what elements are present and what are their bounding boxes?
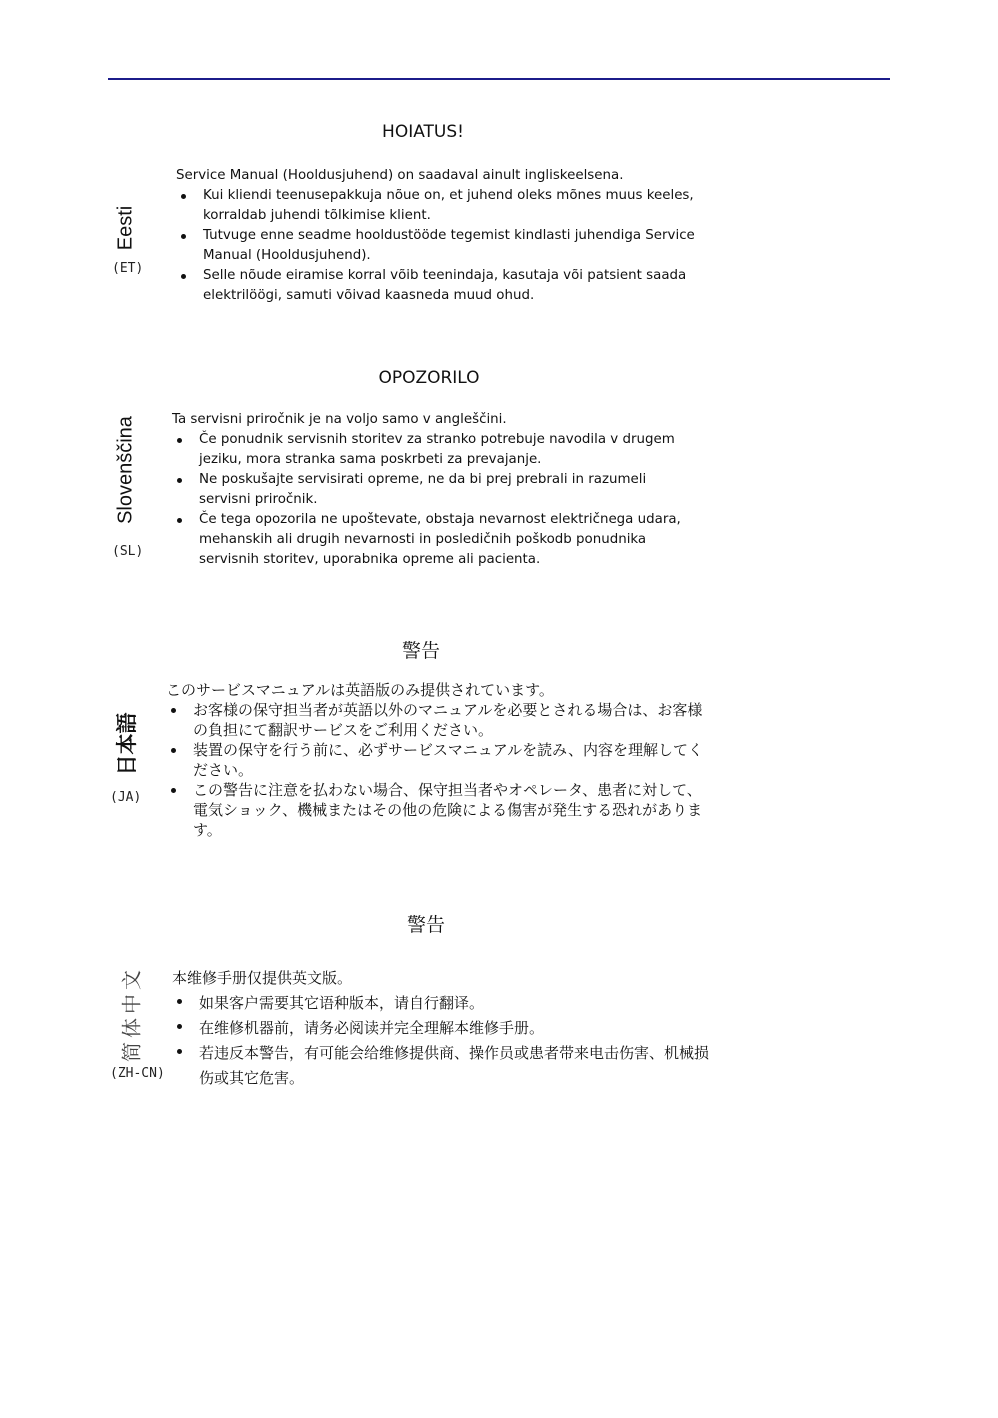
intro-text: 本维修手册仅提供英文版。 [172,969,353,987]
language-column [108,632,144,852]
warning-body [166,680,706,840]
intro-text: Service Manual (Hooldusjuhend) on saadaval ainult ingliskeelsena. [176,168,624,183]
header-rule [108,78,890,80]
section-title: 警告 [406,914,445,936]
language-code: (SL) [112,544,144,559]
list-item: 装置の保守を行う前に、必ずサービスマニュアルを読み、内容を理解してください。 [166,740,706,780]
section-zh [108,906,708,1096]
list-item: Ne poskušajte servisirati opreme, ne da bi prej prebrali in razumeli servisni priročnik. [172,470,702,510]
section-ja [108,632,708,852]
warning-body [172,410,702,570]
intro-text: Ta servisni priročnik je na voljo samo v angleščini. [172,412,507,427]
list-item: Če ponudnik servisnih storitev za stranko potrebuje navodila v drugem jeziku, mora stranka sama poskrbeti za prevajanje. [172,430,702,470]
bullet-list [172,430,702,570]
bullet-list [172,991,712,1091]
language-column [108,906,165,1096]
list-item: 如果客户需要其它语种版本，请自行翻译。 [172,991,712,1016]
list-item: お客様の保守担当者が英語以外のマニュアルを必要とされる場合は、お客様の負担にて翻訳サービスをご利用ください。 [166,700,706,740]
list-item: Če tega opozorila ne upoštevate, obstaja nevarnost električnega udara, mehanskih ali drugih nevarnosti in posledičnih poškodb ponudnika servisnih storitev, uporabnika opreme ali pacienta. [172,510,702,570]
warning-body [176,166,696,306]
bullet-list [166,700,706,840]
language-code: (ZH-CN) [110,1066,165,1081]
language-code: (JA) [110,790,142,805]
list-item: Tutvuge enne seadme hooldustööde tegemist kindlasti juhendiga Service Manual (Hooldusjuhend). [176,226,696,266]
list-item: この警告に注意を払わない場合、保守担当者やオペレータ、患者に対して、電気ショック、機械またはその他の危険による傷害が発生する恐れがあります。 [166,780,706,840]
section-et [108,118,708,318]
bullet-list [176,186,696,306]
section-title: OPOZORILO [378,368,480,388]
language-code: (ET) [112,261,144,276]
language-name: Slovenščina [114,416,137,524]
language-name: Eesti [114,205,137,251]
list-item: Selle nõude eiramise korral võib teenindaja, kasutaja või patsient saada elektrilöögi, samuti võivad kaasneda muud ohud. [176,266,696,306]
language-name: 简体中文 [121,966,144,1062]
section-sl [108,364,708,584]
intro-text: このサービスマニュアルは英語版のみ提供されています。 [166,681,554,699]
list-item: Kui kliendi teenusepakkuja nõue on, et juhend oleks mõnes muus keeles, korraldab juhendi tõlkimise klient. [176,186,696,226]
language-column [108,364,144,584]
language-column [108,118,144,318]
language-name: 日本語 [116,712,139,776]
section-title: 警告 [401,640,440,662]
list-item: 在维修机器前，请务必阅读并完全理解本维修手册。 [172,1016,712,1041]
section-title: HOIATUS! [382,122,464,142]
warning-body [172,966,712,1091]
list-item: 若违反本警告，有可能会给维修提供商、操作员或患者带来电击伤害、机械损伤或其它危害。 [172,1041,712,1091]
